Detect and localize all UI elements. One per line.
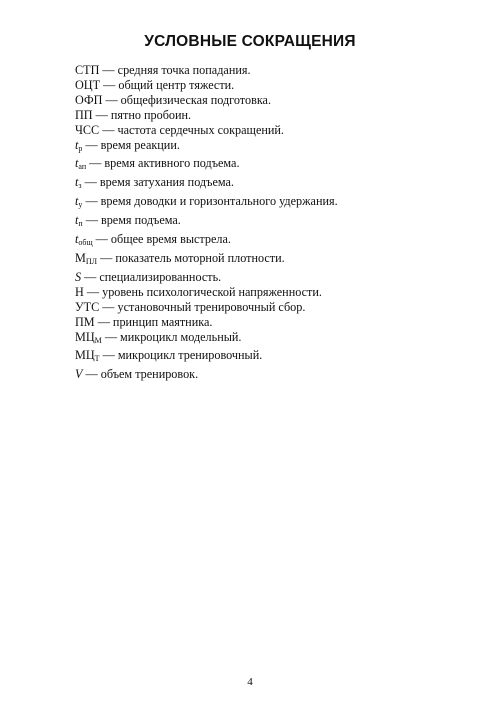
abbreviation-symbol: МЦ — [75, 348, 95, 363]
dash-separator: — — [83, 284, 103, 299]
abbreviation-definition: микроцикл тренировочный. — [117, 348, 263, 363]
abbreviation-subscript: у — [78, 200, 83, 210]
abbreviation-item — [75, 213, 475, 232]
abbreviation-symbol: V — [75, 367, 83, 382]
abbreviation-definition: частота сердечных сокращений. — [117, 122, 284, 137]
abbreviation-item — [75, 175, 475, 194]
abbreviation-definition: уровень психологической напряженности. — [102, 284, 322, 299]
abbreviation-item — [75, 123, 475, 138]
dash-separator: — — [86, 156, 105, 171]
abbreviation-definition: показатель моторной плотности. — [115, 250, 285, 265]
abbreviation-definition: специализированность. — [99, 269, 222, 284]
abbreviation-symbol: t — [75, 213, 79, 228]
abbreviation-symbol: М — [75, 250, 86, 265]
dash-separator: — — [99, 348, 118, 363]
dash-separator: — — [92, 232, 111, 247]
abbreviation-definition: время доводки и горизонтального удержания. — [100, 194, 338, 209]
abbreviation-item — [75, 300, 475, 315]
abbreviation-symbol: t — [75, 232, 79, 247]
abbreviation-item — [75, 63, 475, 78]
abbreviation-definition: общее время выстрела. — [110, 232, 231, 247]
dash-separator: — — [82, 137, 101, 152]
dash-separator: — — [82, 367, 101, 382]
abbreviation-definition: средняя точка попадания. — [117, 63, 251, 77]
abbreviation-item — [75, 108, 475, 123]
abbreviation-item — [75, 93, 475, 108]
dash-separator: — — [94, 314, 113, 329]
abbreviation-symbol: ЧСС — [75, 122, 100, 137]
abbreviation-symbol: ПП — [75, 107, 93, 122]
abbreviation-symbol: МЦ — [75, 329, 95, 344]
abbreviation-symbol: t — [75, 137, 79, 152]
dash-separator: — — [99, 63, 118, 77]
abbreviation-symbol: ПМ — [75, 314, 95, 329]
dash-separator: — — [100, 77, 119, 92]
abbreviation-definition: пятно пробоин. — [110, 107, 192, 122]
abbreviation-item — [75, 367, 475, 382]
abbreviation-symbol: ОЦТ — [75, 77, 101, 92]
abbreviation-item — [75, 251, 475, 270]
abbreviation-item — [75, 330, 475, 349]
dash-separator: — — [81, 175, 100, 190]
abbreviation-definition: время затухания подъема. — [99, 175, 234, 190]
abbreviation-symbol: t — [75, 156, 79, 171]
dash-separator: — — [102, 92, 121, 107]
dash-separator: — — [99, 122, 118, 137]
abbreviation-symbol: Н — [75, 284, 84, 299]
abbreviation-item — [75, 194, 475, 213]
abbreviation-item — [75, 156, 475, 175]
dash-separator: — — [99, 299, 118, 314]
abbreviation-subscript: М — [94, 335, 102, 345]
abbreviation-item — [75, 285, 475, 300]
abbreviation-definition: время подъема. — [100, 213, 181, 228]
abbreviation-subscript: общ — [78, 238, 93, 248]
dash-separator: — — [82, 194, 101, 209]
abbreviation-symbol: t — [75, 175, 79, 190]
abbreviation-subscript: ПЛ — [85, 256, 98, 266]
abbreviation-definition: общий центр тяжести. — [118, 77, 235, 92]
dash-separator: — — [97, 250, 116, 265]
abbreviation-item — [75, 315, 475, 330]
abbreviation-subscript: з — [78, 181, 82, 191]
abbreviation-item — [75, 78, 475, 93]
abbreviation-subscript: р — [78, 143, 83, 153]
abbreviation-symbol: СТП — [75, 63, 100, 77]
abbreviation-item — [75, 348, 475, 367]
abbreviation-symbol: ОФП — [75, 92, 103, 107]
abbreviation-subscript: ап — [78, 162, 87, 172]
abbreviation-item — [75, 270, 475, 285]
abbreviation-symbol: S — [75, 269, 82, 284]
dash-separator: — — [81, 269, 100, 284]
abbreviation-symbol: t — [75, 194, 79, 209]
abbreviation-subscript: Т — [94, 354, 100, 364]
abbreviation-definition: объем тренировок. — [100, 367, 199, 382]
abbreviation-definition: время активного подъема. — [104, 156, 240, 171]
abbreviation-definition: общефизическая подготовка. — [120, 92, 272, 107]
abbreviation-list — [75, 63, 475, 382]
abbreviation-item — [75, 232, 475, 251]
abbreviation-definition: микроцикл модельный. — [120, 329, 242, 344]
dash-separator: — — [92, 107, 111, 122]
abbreviation-definition: установочный тренировочный сбор. — [117, 299, 306, 314]
abbreviation-definition: время реакции. — [100, 137, 180, 152]
dash-separator: — — [101, 329, 121, 344]
page-number: 4 — [247, 676, 253, 688]
page-title: УСЛОВНЫЕ СОКРАЩЕНИЯ — [144, 33, 356, 50]
abbreviation-symbol: УТС — [75, 299, 100, 314]
abbreviation-subscript: п — [78, 219, 83, 229]
dash-separator: — — [82, 213, 101, 228]
abbreviation-item — [75, 138, 475, 157]
abbreviation-definition: принцип маятника. — [112, 314, 213, 329]
